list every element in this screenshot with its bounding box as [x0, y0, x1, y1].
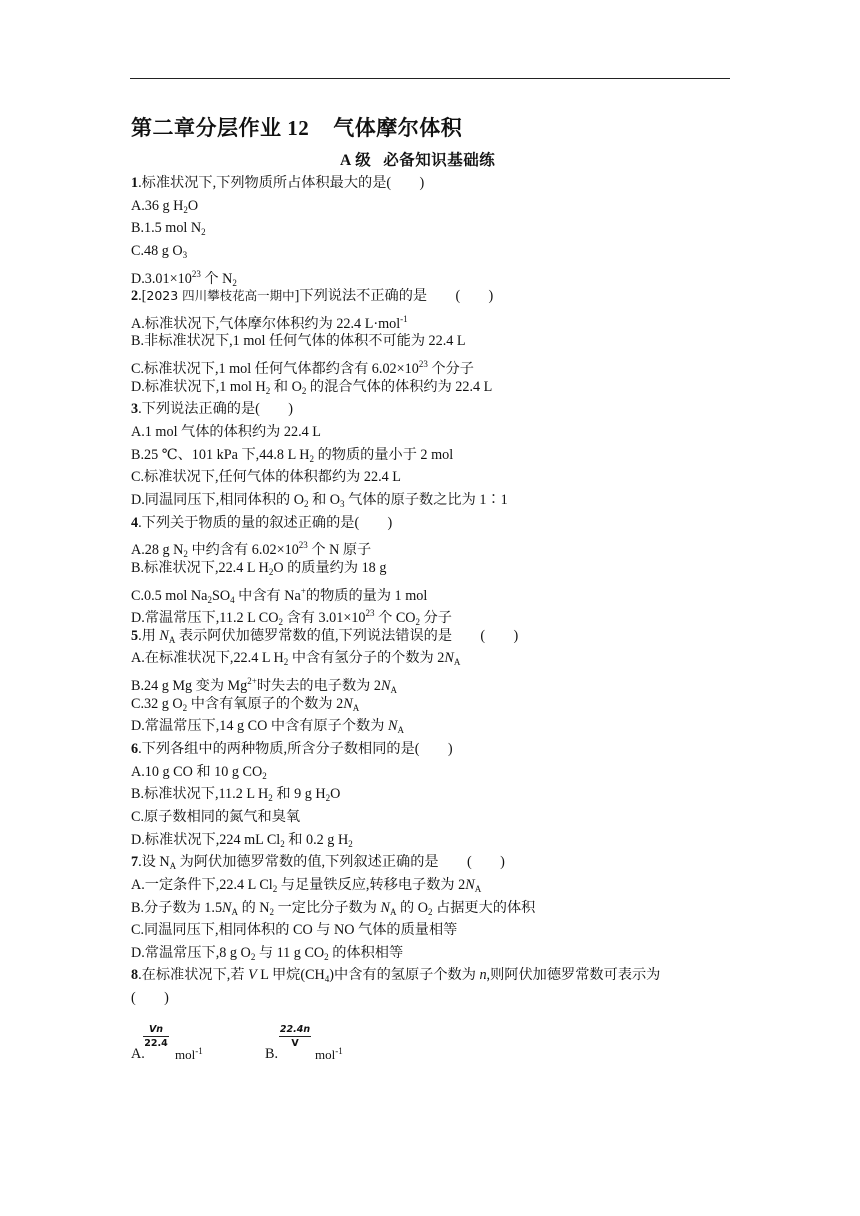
- text-run: 和 9 g H: [272, 786, 326, 803]
- subscript: 2: [324, 951, 329, 962]
- text-run: A.1 mol 气体的体积约为 22.4 L: [131, 424, 321, 441]
- subscript: 2: [232, 277, 237, 288]
- option-b-unit: mol$^{-1}$: [315, 1046, 343, 1062]
- text-run: O: [330, 786, 341, 803]
- option-a-denominator: 22.4: [144, 1038, 168, 1049]
- answer-option: [131, 534, 731, 560]
- subscript: A: [389, 906, 397, 917]
- superscript: 23: [365, 608, 375, 619]
- text-run: 与足量铁反应,转移电子数为 2: [277, 876, 466, 893]
- text-run: 和 O: [270, 378, 302, 395]
- text-run: A.10 g CO 和 10 g CO: [131, 763, 263, 780]
- answer-option: [131, 240, 731, 263]
- text-run: 中含有氧原子的个数为 2: [187, 695, 344, 712]
- text-run: .下列各组中的两种物质,所含分子数相同的是( ): [138, 741, 453, 758]
- italic-symbol: N: [343, 695, 353, 712]
- superscript: +: [300, 585, 306, 596]
- text-run: C.同温同压下,相同体积的 CO 与 NO 气体的质量相等: [131, 922, 458, 939]
- text-run: C.标准状况下,任何气体的体积都约为 22.4 L: [131, 469, 401, 486]
- text-run: 个分子: [427, 361, 474, 378]
- question-number: 3: [131, 401, 139, 418]
- answer-option: [131, 195, 731, 218]
- text-run: SO: [211, 587, 231, 604]
- subscript: 2: [268, 793, 273, 804]
- answer-option: [131, 761, 731, 784]
- question-stem: [131, 964, 731, 987]
- answer-option: [131, 602, 731, 628]
- text-run: .[: [138, 288, 147, 305]
- answer-option: [131, 557, 731, 580]
- question-8-options: [131, 1024, 731, 1064]
- italic-symbol: N: [381, 678, 391, 695]
- subscript: 4: [230, 594, 235, 605]
- subscript: 2: [348, 838, 353, 849]
- question-stem: [131, 738, 731, 761]
- option-a-label: A.: [131, 1046, 145, 1062]
- fraction-bar: [143, 1036, 169, 1037]
- answer-option: [131, 783, 731, 806]
- text-run: A.在标准状况下,22.4 L H: [131, 650, 284, 667]
- header-rule: [130, 78, 730, 79]
- text-run: 分子: [420, 610, 452, 627]
- text-run: B.非标准状况下,1 mol 任何气体的体积不可能为 22.4 L: [131, 333, 466, 350]
- answer-option: [131, 647, 731, 670]
- text-run: 个 CO: [374, 610, 416, 627]
- subscript: 3: [182, 249, 188, 260]
- fraction-bar: [279, 1036, 311, 1037]
- text-run: B.标准状况下,11.2 L H: [131, 786, 269, 803]
- superscript: 23: [298, 540, 308, 551]
- text-run: ( ): [131, 990, 169, 1007]
- text-run: D.3.01×10: [131, 270, 192, 287]
- answer-option: [131, 942, 731, 965]
- text-run: D.常温常压下,11.2 L CO: [131, 610, 279, 627]
- italic-symbol: N: [387, 718, 398, 735]
- answer-option: [131, 444, 731, 467]
- answer-option: [131, 217, 731, 240]
- text-run: D.同温同压下,相同体积的 O: [131, 491, 305, 508]
- subscript: 4: [324, 974, 330, 985]
- text-run: 和 0.2 g H: [284, 831, 349, 848]
- text-run: A.36 g H: [131, 197, 184, 214]
- option-b-fraction: [279, 1024, 311, 1049]
- text-run: C.标准状况下,1 mol 任何气体都约含有 6.02×10: [131, 361, 419, 378]
- text-run: 的物质的量为 1 mol: [305, 587, 428, 604]
- text-run: B.标准状况下,22.4 L H: [131, 559, 269, 576]
- answer-option: [131, 263, 731, 286]
- subscript: 2: [183, 549, 188, 560]
- text-run: 气体的原子数之比为 1∶1: [344, 491, 508, 508]
- answer-option: [131, 919, 731, 942]
- answer-option: [131, 897, 731, 920]
- subscript: A: [169, 861, 177, 872]
- subscript: 2: [265, 385, 271, 396]
- text-run: C.32 g O: [131, 695, 183, 712]
- subscript: 2: [309, 453, 315, 464]
- answer-option: [131, 466, 731, 489]
- italic-symbol: N: [380, 899, 390, 916]
- answer-option: [131, 693, 731, 716]
- subscript: 2: [415, 617, 421, 628]
- option-a-fraction: [143, 1024, 169, 1049]
- question-stem: [131, 851, 731, 874]
- superscript: 2+: [247, 676, 257, 687]
- section-level: A 级: [340, 152, 372, 169]
- answer-option: [131, 353, 731, 376]
- text-run: 一定比分子数为: [274, 899, 381, 916]
- subscript: 2: [201, 227, 206, 238]
- subscript: A: [352, 702, 360, 713]
- question-number: 4: [131, 514, 139, 531]
- text-run: .下列说法正确的是( ): [138, 401, 293, 418]
- answer-option: [131, 987, 731, 1010]
- text-run: 的体积相等: [328, 944, 404, 961]
- text-run: B.24 g Mg 变为 Mg: [131, 678, 248, 695]
- question-number: 6: [131, 741, 139, 758]
- text-run: .设 N: [138, 854, 170, 871]
- question-stem: [131, 172, 731, 195]
- title-topic: 气体摩尔体积: [333, 116, 463, 140]
- question-stem: [131, 512, 731, 535]
- text-run: 的物质的量小于 2 mol: [314, 446, 454, 463]
- text-run: ]下列说法不正确的是 ( ): [294, 288, 494, 305]
- text-run: .在标准状况下,若: [138, 967, 249, 984]
- text-run: C.原子数相同的氮气和臭氧: [131, 808, 301, 825]
- text-run: 的 N: [238, 899, 270, 916]
- text-run: D.常温常压下,8 g O: [131, 944, 251, 961]
- subscript: 2: [278, 617, 284, 628]
- answer-option: [131, 874, 731, 897]
- text-run: D.标准状况下,224 mL Cl: [131, 831, 281, 848]
- option-b-label: B.: [265, 1046, 279, 1062]
- italic-symbol: n: [479, 967, 487, 984]
- text-run: A.一定条件下,22.4 L Cl: [131, 876, 273, 893]
- text-run: O 的质量约为 18 g: [273, 559, 387, 576]
- option-a-numerator: Vn: [148, 1024, 164, 1035]
- text-run: .标准状况下,下列物质所占体积最大的是( ): [138, 175, 425, 191]
- question-number: 2: [131, 288, 139, 305]
- text-run: 个 N: [200, 270, 233, 287]
- superscript: 23: [191, 268, 201, 279]
- text-run: B.分子数为 1.5: [131, 899, 223, 916]
- text-run: 中含有氢分子的个数为 2: [288, 650, 445, 667]
- text-run: 中约含有 6.02×10: [187, 542, 299, 559]
- page-title: [131, 112, 462, 142]
- subscript: 2: [272, 883, 278, 894]
- superscript: -1: [400, 313, 408, 324]
- text-run: O: [187, 197, 199, 214]
- option-b-numerator: 22.4n: [279, 1024, 311, 1035]
- superscript: 23: [418, 359, 428, 370]
- text-run: 占据更大的体积: [432, 899, 536, 916]
- subscript: A: [231, 906, 239, 917]
- subscript: 2: [304, 498, 309, 509]
- text-run: D.常温常压下,14 g CO 中含有原子个数为: [131, 718, 388, 735]
- answer-option: [131, 715, 731, 738]
- answer-option: [131, 489, 731, 512]
- subscript: 3: [340, 498, 345, 509]
- subscript: 2: [262, 770, 267, 781]
- subscript: A: [397, 725, 404, 736]
- subscript: A: [390, 685, 397, 696]
- text-run: ,则阿伏加德罗常数可表示为: [486, 967, 661, 984]
- question-stem: [131, 285, 731, 308]
- text-run: 的混合气体的体积约为 22.4 L: [306, 378, 493, 395]
- text-run: )中含有的氢原子个数为: [329, 967, 480, 984]
- answer-option: [131, 376, 731, 399]
- answer-option: [131, 580, 731, 603]
- subscript: 2: [183, 204, 188, 215]
- text-run: .用: [138, 627, 160, 644]
- italic-symbol: V: [248, 967, 257, 984]
- text-run: 和 O: [308, 491, 341, 508]
- text-run: 与 11 g CO: [255, 944, 325, 961]
- text-run: 时失去的电子数为 2: [256, 678, 382, 695]
- subscript: 2: [283, 657, 289, 668]
- italic-symbol: N: [159, 627, 169, 644]
- question-number: 1: [131, 175, 139, 191]
- option-b-denominator: V: [291, 1038, 299, 1049]
- subscript: 2: [182, 702, 188, 713]
- subscript: 2: [269, 906, 275, 917]
- question-number: 8: [131, 967, 139, 984]
- text-run: L 甲烷(CH: [256, 967, 325, 984]
- question-number: 5: [131, 627, 139, 644]
- subscript: 2: [325, 793, 331, 804]
- subscript: A: [453, 657, 461, 668]
- answer-option: [131, 829, 731, 852]
- option-a-unit: mol$^{-1}$: [175, 1046, 203, 1062]
- subscript: 2: [301, 385, 307, 396]
- text-run: C.48 g O: [131, 242, 183, 259]
- text-run: 含有 3.01×10: [283, 610, 366, 627]
- question-stem: [131, 398, 731, 421]
- subscript: A: [474, 883, 482, 894]
- subscript: 2: [250, 951, 256, 962]
- text-run: 为阿伏加德罗常数的值,下列叙述正确的是 ( ): [176, 854, 505, 871]
- section-name: 必备知识基础练: [383, 152, 496, 169]
- subscript: 2: [280, 838, 285, 849]
- text-run: .下列关于物质的量的叙述正确的是( ): [138, 514, 393, 531]
- answer-option: [131, 330, 731, 353]
- text-run: B.1.5 mol N: [131, 220, 202, 237]
- italic-symbol: N: [465, 876, 475, 893]
- title-chapter: 第二章分层作业 12: [131, 116, 310, 140]
- subscript: A: [168, 634, 176, 645]
- text-run: 个 N 原子: [307, 542, 372, 559]
- text-run: A.28 g N: [131, 542, 184, 559]
- text-run: 表示阿伏加德罗常数的值,下列说法错误的是 ( ): [175, 627, 519, 644]
- subscript: 2: [268, 566, 274, 577]
- answer-option: [131, 308, 731, 331]
- italic-symbol: N: [222, 899, 232, 916]
- text-run: C.0.5 mol Na: [131, 587, 208, 604]
- question-list: [131, 172, 731, 1010]
- subscript: 2: [207, 594, 212, 605]
- text-run: 中含有 Na: [234, 587, 301, 604]
- answer-option: [131, 670, 731, 696]
- answer-option: [131, 421, 731, 444]
- text-run: D.标准状况下,1 mol H: [131, 378, 266, 395]
- italic-symbol: N: [444, 650, 454, 667]
- question-number: 7: [131, 854, 139, 871]
- subscript: 2: [427, 906, 433, 917]
- text-run: B.25 ℃、101 kPa 下,44.8 L H: [131, 446, 310, 463]
- answer-option: [131, 806, 731, 829]
- text-run: 的 O: [396, 899, 428, 916]
- section-heading: [340, 148, 495, 170]
- question-stem: [131, 625, 731, 648]
- text-run: A.标准状况下,气体摩尔体积约为 22.4 L·mol: [131, 315, 401, 332]
- question-source: 2023 四川攀枝花高一期中: [146, 288, 295, 304]
